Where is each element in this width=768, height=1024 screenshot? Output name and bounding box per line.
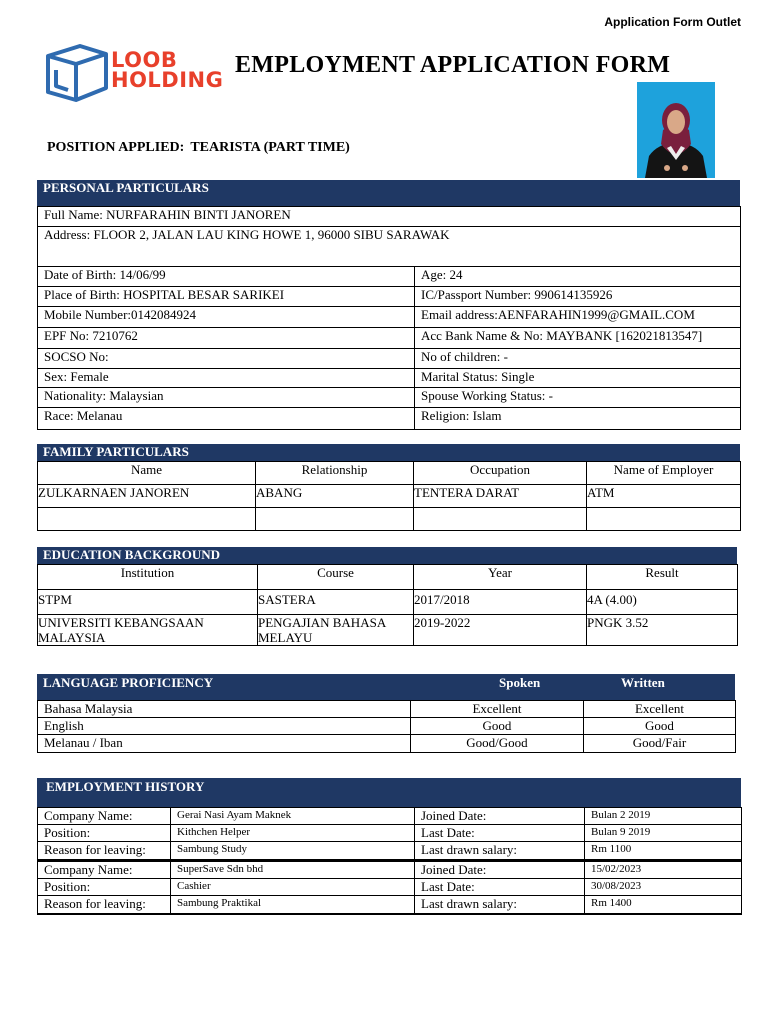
personal-particulars-table <box>37 206 741 430</box>
edu-institution: STPM <box>38 590 258 615</box>
reason-label: Reason for leaving: <box>38 842 171 861</box>
language-spoken: Good/Good <box>411 735 584 753</box>
company-label: Company Name: <box>38 861 171 879</box>
last-date-value: Bulan 9 2019 <box>585 825 742 842</box>
language-written: Excellent <box>584 701 736 718</box>
children-count: No of children: - <box>415 349 741 369</box>
position-applied: POSITION APPLIED: TEARISTA (PART TIME) <box>47 140 350 155</box>
socso-number: SOCSO No: <box>38 349 415 369</box>
last-date-label: Last Date: <box>415 879 585 896</box>
family-member-employer: ATM <box>587 485 741 508</box>
education-background-header: EDUCATION BACKGROUND <box>37 547 737 564</box>
written-label: Written <box>621 675 665 690</box>
company-value: SuperSave Sdn bhd <box>171 861 415 879</box>
company-value: Gerai Nasi Ayam Maknek <box>171 808 415 825</box>
edu-col-result: Result <box>587 565 738 590</box>
mobile-number: Mobile Number:0142084924 <box>38 307 415 328</box>
spoken-label: Spoken <box>499 675 541 690</box>
personal-particulars-header: PERSONAL PARTICULARS <box>37 180 740 206</box>
joined-label: Joined Date: <box>415 808 585 825</box>
edu-result: 4A (4.00) <box>587 590 738 615</box>
edu-institution: UNIVERSITI KEBANGSAAN MALAYSIA <box>38 615 258 646</box>
position-value: Cashier <box>171 879 415 896</box>
applicant-photo <box>637 82 715 178</box>
address: Address: FLOOR 2, JALAN LAU KING HOWE 1, 96000 SIBU SARAWAK <box>38 227 741 267</box>
nationality: Nationality: Malaysian <box>38 388 415 408</box>
family-member-relationship: ABANG <box>256 485 414 508</box>
language-spoken: Excellent <box>411 701 584 718</box>
logo-text: LOOB HOLDING <box>111 48 224 92</box>
language-proficiency-header <box>37 674 735 700</box>
salary-value: Rm 1400 <box>585 896 742 914</box>
joined-value: Bulan 2 2019 <box>585 808 742 825</box>
family-particulars-table <box>37 461 741 531</box>
language-written: Good/Fair <box>584 735 736 753</box>
form-title: EMPLOYMENT APPLICATION FORM <box>235 52 671 78</box>
sex: Sex: Female <box>38 369 415 388</box>
salary-value: Rm 1100 <box>585 842 742 861</box>
religion: Religion: Islam <box>415 408 741 430</box>
edu-col-course: Course <box>258 565 414 590</box>
edu-course: SASTERA <box>258 590 414 615</box>
employment-table <box>37 807 742 915</box>
salary-label: Last drawn salary: <box>415 842 585 861</box>
family-col-relationship: Relationship <box>256 462 414 485</box>
box-icon <box>48 46 106 100</box>
email-address: Email address:AENFARAHIN1999@GMAIL.COM <box>415 307 741 328</box>
last-date-label: Last Date: <box>415 825 585 842</box>
place-of-birth: Place of Birth: HOSPITAL BESAR SARIKEI <box>38 287 415 307</box>
race: Race: Melanau <box>38 408 415 430</box>
language-name: Melanau / Iban <box>38 735 411 753</box>
family-col-employer: Name of Employer <box>587 462 741 485</box>
family-member-name: ZULKARNAEN JANOREN <box>38 485 256 508</box>
salary-label: Last drawn salary: <box>415 896 585 914</box>
reason-value: Sambung Study <box>171 842 415 861</box>
date-of-birth: Date of Birth: 14/06/99 <box>38 267 415 287</box>
epf-number: EPF No: 7210762 <box>38 328 415 349</box>
joined-value: 15/02/2023 <box>585 861 742 879</box>
family-particulars-header: FAMILY PARTICULARS <box>37 444 740 461</box>
bank-account: Acc Bank Name & No: MAYBANK [162021813547] <box>415 328 741 349</box>
position-value: Kithchen Helper <box>171 825 415 842</box>
spouse-working-status: Spouse Working Status: - <box>415 388 741 408</box>
marital-status: Marital Status: Single <box>415 369 741 388</box>
joined-label: Joined Date: <box>415 861 585 879</box>
language-name: English <box>38 718 411 735</box>
outlet-label: Application Form Outlet <box>604 15 741 29</box>
edu-col-institution: Institution <box>38 565 258 590</box>
reason-value: Sambung Praktikal <box>171 896 415 914</box>
edu-year: 2017/2018 <box>414 590 587 615</box>
edu-year: 2019-2022 <box>414 615 587 646</box>
company-label: Company Name: <box>38 808 171 825</box>
language-name: Bahasa Malaysia <box>38 701 411 718</box>
reason-label: Reason for leaving: <box>38 896 171 914</box>
family-col-occupation: Occupation <box>414 462 587 485</box>
employment-history-header: EMPLOYMENT HISTORY <box>37 778 741 807</box>
full-name: Full Name: NURFARAHIN BINTI JANOREN <box>38 207 741 227</box>
language-written: Good <box>584 718 736 735</box>
last-date-value: 30/08/2023 <box>585 879 742 896</box>
ic-number: IC/Passport Number: 990614135926 <box>415 287 741 307</box>
education-table <box>37 564 738 646</box>
edu-course: PENGAJIAN BAHASA MELAYU <box>258 615 414 646</box>
edu-col-year: Year <box>414 565 587 590</box>
position-label: Position: <box>38 825 171 842</box>
language-table <box>37 700 736 753</box>
language-spoken: Good <box>411 718 584 735</box>
age: Age: 24 <box>415 267 741 287</box>
family-member-occupation: TENTERA DARAT <box>414 485 587 508</box>
language-title: LANGUAGE PROFICIENCY <box>43 675 214 690</box>
edu-result: PNGK 3.52 <box>587 615 738 646</box>
position-label: Position: <box>38 879 171 896</box>
family-col-name: Name <box>38 462 256 485</box>
